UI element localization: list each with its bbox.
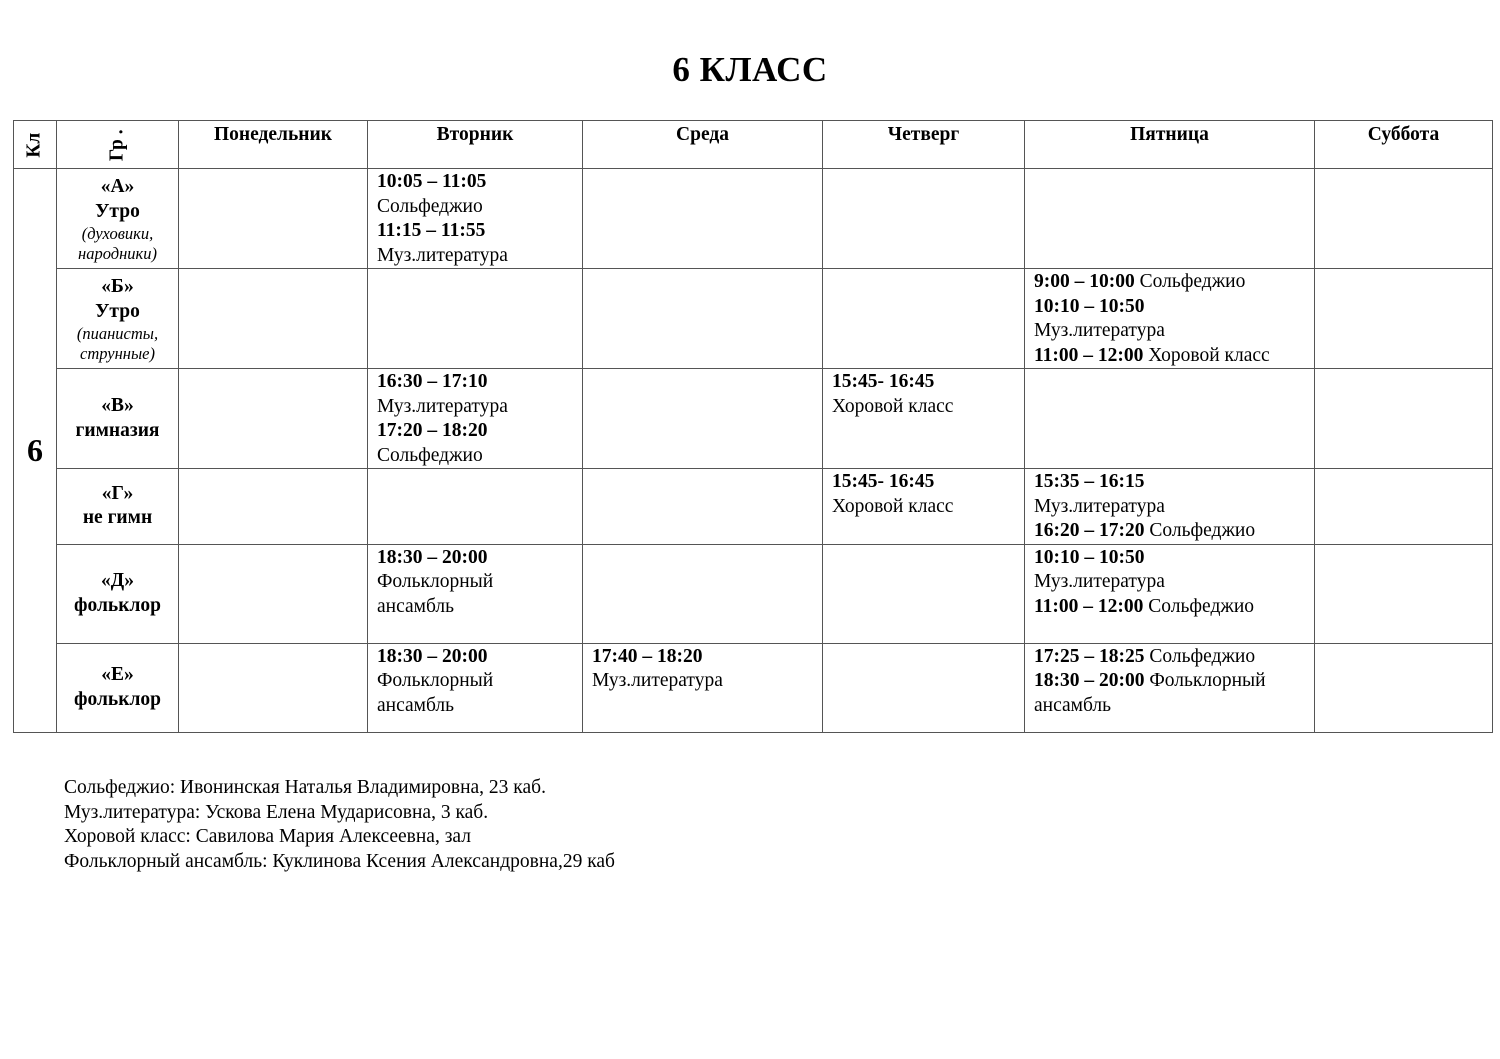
lesson-time: 15:45- 16:45 xyxy=(832,371,935,392)
cell-saturday xyxy=(1315,169,1493,269)
lesson-subject: Сольфеджио xyxy=(1139,271,1246,292)
lesson-time: 11:00 – 12:00 xyxy=(1034,344,1144,366)
table-row xyxy=(14,269,1493,369)
lesson-entry xyxy=(377,219,574,268)
table-row xyxy=(14,643,1493,732)
cell-monday xyxy=(179,269,368,369)
cell-saturday xyxy=(1315,469,1493,545)
lesson-entry xyxy=(592,645,814,694)
lesson-entry xyxy=(1034,669,1306,718)
lesson-time: 15:35 – 16:15 xyxy=(1034,471,1145,492)
group-letter: «Г» xyxy=(101,482,134,504)
header-friday: Пятница xyxy=(1025,121,1315,169)
lesson-time: 10:10 – 10:50 xyxy=(1034,295,1145,317)
cell-thursday xyxy=(823,469,1025,545)
legend-item: Фольклорный ансамбль: Куклинова Ксения Александровна,29 каб xyxy=(64,850,615,872)
lesson-entry xyxy=(1034,595,1306,620)
header-thursday: Четверг xyxy=(823,121,1025,169)
header-group: Гр . xyxy=(57,121,179,169)
lesson-subject: Сольфеджио xyxy=(1149,645,1256,667)
cell-monday xyxy=(179,469,368,545)
lesson-subject: Фольклорный ансамбль xyxy=(377,670,494,716)
lesson-time: 9:00 – 10:00 xyxy=(1034,271,1135,292)
group-name: не гимн xyxy=(82,507,153,529)
table-row xyxy=(14,369,1493,469)
cell-tuesday xyxy=(368,643,583,732)
group-cell xyxy=(57,169,179,269)
legend-item: Муз.литература: Ускова Елена Мударисовна, 3 каб. xyxy=(64,801,489,823)
lesson-time: 17:20 – 18:20 xyxy=(377,420,488,441)
lesson-entry xyxy=(1034,295,1306,344)
cell-friday xyxy=(1025,369,1315,469)
header-wednesday: Среда xyxy=(583,121,823,169)
cell-wednesday xyxy=(583,643,823,732)
cell-friday xyxy=(1025,643,1315,732)
lesson-subject: Муз.литература xyxy=(377,395,508,417)
cell-tuesday xyxy=(368,169,583,269)
teacher-legend xyxy=(64,776,615,874)
lesson-time: 16:20 – 17:20 xyxy=(1034,520,1145,541)
lesson-entry xyxy=(377,645,574,719)
header-saturday: Суббота xyxy=(1315,121,1493,169)
cell-wednesday xyxy=(583,469,823,545)
header-monday: Понедельник xyxy=(179,121,368,169)
lesson-entry xyxy=(1034,645,1306,670)
cell-friday xyxy=(1025,269,1315,369)
lesson-entry xyxy=(1034,344,1306,369)
cell-friday xyxy=(1025,469,1315,545)
group-name: Утро xyxy=(95,200,140,222)
lesson-subject: Муз.литература xyxy=(377,244,508,266)
group-cell xyxy=(57,544,179,643)
cell-thursday xyxy=(823,643,1025,732)
page-title: 6 КЛАСС xyxy=(672,50,828,89)
lesson-entry xyxy=(1034,470,1306,519)
cell-wednesday xyxy=(583,269,823,369)
header-tuesday: Вторник xyxy=(368,121,583,169)
lesson-subject: Хоровой класс xyxy=(832,395,954,417)
cell-tuesday xyxy=(368,269,583,369)
cell-thursday xyxy=(823,269,1025,369)
cell-thursday xyxy=(823,544,1025,643)
lesson-subject: Муз.литература xyxy=(1034,320,1165,341)
group-letter: «В» xyxy=(101,395,134,416)
cell-wednesday xyxy=(583,544,823,643)
lesson-subject: Муз.литература xyxy=(592,670,723,691)
lesson-entry xyxy=(1034,519,1306,544)
lesson-entry xyxy=(832,370,1016,419)
group-name: Утро xyxy=(95,300,140,322)
group-name: фольклор xyxy=(73,594,161,616)
cell-thursday xyxy=(823,369,1025,469)
header-row xyxy=(14,121,1493,169)
lesson-subject: Сольфеджио xyxy=(377,195,483,217)
cell-monday xyxy=(179,544,368,643)
cell-tuesday xyxy=(368,369,583,469)
header-class: Кл xyxy=(14,121,57,169)
legend-item: Сольфеджио: Ивонинская Наталья Владимировна, 23 каб. xyxy=(64,777,546,798)
cell-monday xyxy=(179,643,368,732)
cell-tuesday xyxy=(368,544,583,643)
lesson-subject: Фольклорный ансамбль xyxy=(377,571,494,617)
cell-friday xyxy=(1025,169,1315,269)
group-cell xyxy=(57,269,179,369)
lesson-subject: Хоровой класс xyxy=(832,495,954,517)
lesson-subject: Сольфеджио xyxy=(377,444,483,466)
lesson-subject: Хоровой класс xyxy=(1148,344,1270,366)
lesson-subject: Муз.литература xyxy=(1034,495,1165,517)
lesson-time: 17:25 – 18:25 xyxy=(1034,645,1145,667)
lesson-subject: Сольфеджио xyxy=(1148,595,1255,617)
lesson-time: 11:00 – 12:00 xyxy=(1034,595,1144,617)
cell-wednesday xyxy=(583,169,823,269)
cell-saturday xyxy=(1315,544,1493,643)
cell-saturday xyxy=(1315,643,1493,732)
lesson-time: 15:45- 16:45 xyxy=(832,471,935,492)
lesson-time: 18:30 – 20:00 xyxy=(377,546,488,568)
group-letter: «А» xyxy=(100,176,135,197)
group-name: фольклор xyxy=(73,688,161,710)
cell-tuesday xyxy=(368,469,583,545)
cell-thursday xyxy=(823,169,1025,269)
cell-friday xyxy=(1025,544,1315,643)
schedule-table xyxy=(13,120,1493,733)
group-cell xyxy=(57,643,179,732)
lesson-entry xyxy=(377,419,574,468)
group-note: (духовики, народники) xyxy=(78,224,157,263)
lesson-time: 18:30 – 20:00 xyxy=(1034,670,1145,691)
lesson-entry xyxy=(377,370,574,419)
lesson-entry xyxy=(1034,546,1306,595)
cell-wednesday xyxy=(583,369,823,469)
lesson-time: 17:40 – 18:20 xyxy=(592,645,703,667)
lesson-time: 16:30 – 17:10 xyxy=(377,371,488,392)
group-cell xyxy=(57,469,179,545)
lesson-entry xyxy=(377,170,574,219)
group-letter: «Д» xyxy=(101,570,134,591)
cell-saturday xyxy=(1315,269,1493,369)
lesson-time: 18:30 – 20:00 xyxy=(377,645,488,667)
group-letter: «Е» xyxy=(101,664,134,685)
cell-monday xyxy=(179,369,368,469)
lesson-subject: Фольклорный ансамбль xyxy=(1034,670,1266,716)
group-cell xyxy=(57,369,179,469)
cell-saturday xyxy=(1315,369,1493,469)
lesson-entry xyxy=(1034,270,1306,295)
table-row xyxy=(14,469,1493,545)
table-row xyxy=(14,169,1493,269)
group-name: гимназия xyxy=(75,419,160,441)
legend-item: Хоровой класс: Савилова Мария Алексеевна, зал xyxy=(64,826,471,847)
lesson-time: 11:15 – 11:55 xyxy=(377,220,486,241)
lesson-time: 10:10 – 10:50 xyxy=(1034,546,1145,568)
class-number: 6 xyxy=(14,169,57,733)
lesson-entry xyxy=(832,470,1016,519)
lesson-entry xyxy=(377,546,574,620)
lesson-subject: Сольфеджио xyxy=(1149,520,1256,541)
cell-monday xyxy=(179,169,368,269)
lesson-time: 10:05 – 11:05 xyxy=(377,171,487,192)
group-note: (пианисты, струнные) xyxy=(76,324,159,363)
group-letter: «Б» xyxy=(101,276,134,297)
lesson-subject: Муз.литература xyxy=(1034,571,1165,592)
table-row xyxy=(14,544,1493,643)
